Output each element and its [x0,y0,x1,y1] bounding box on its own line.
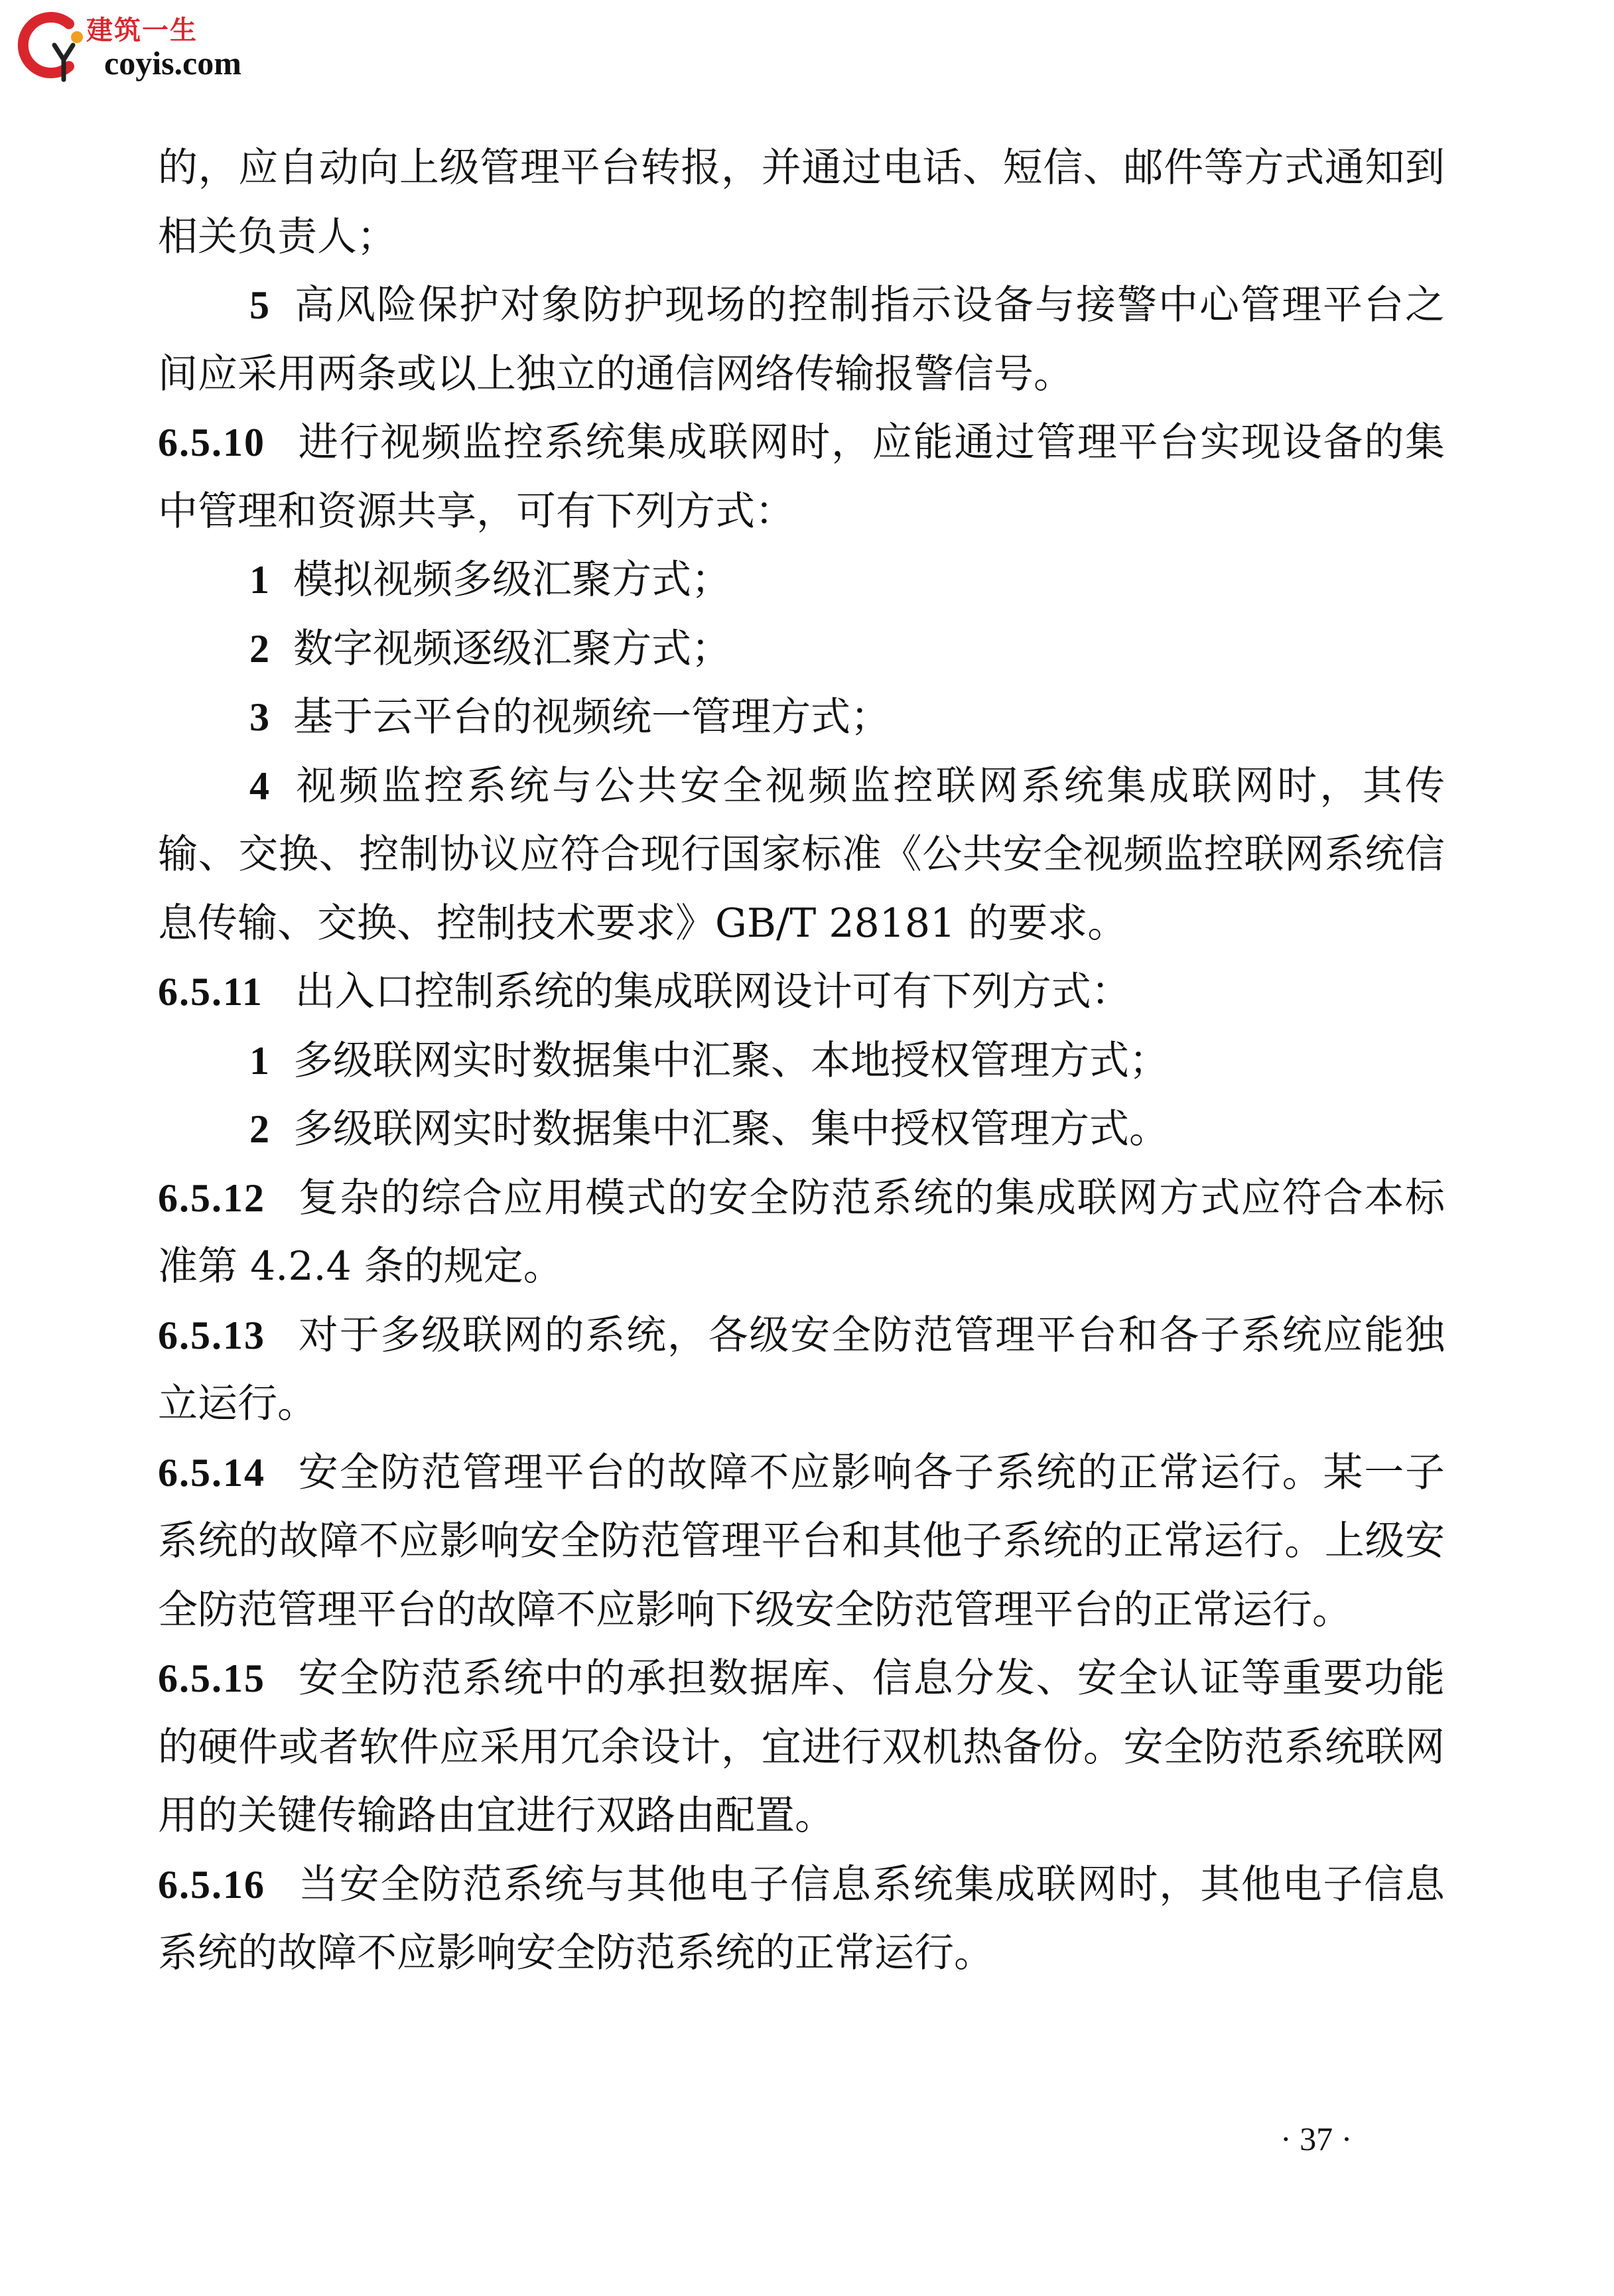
item-number: 1 [249,1038,269,1083]
cy-logo-icon [8,5,94,85]
list-item [158,1095,1445,1164]
clause-number: 6.5.13 [158,1313,265,1357]
item-number: 2 [249,626,269,671]
clause-number: 6.5.11 [158,970,263,1014]
item-text: 多级联网实时数据集中汇聚、集中授权管理方式。 [293,1106,1169,1152]
item-text: 多级联网实时数据集中汇聚、本地授权管理方式； [293,1037,1169,1084]
watermark-site-name: 建筑一生 [86,15,198,46]
item-text: 基于云平台的视频统一管理方式； [293,694,890,740]
list-item [158,271,1445,409]
clause-number: 6.5.12 [158,1176,265,1220]
clause-6-5-15 [158,1645,1445,1851]
clause-text: 安全防范管理平台的故障不应影响各子系统的正常运行。某一子系统的故障不应影响安全防范管理平台和其他子系统的正常运行。上级安全防范管理平台的故障不应影响下级安全防范管理平台的正常运行。 [158,1449,1445,1633]
clause-6-5-14 [158,1439,1445,1645]
clause-6-5-16 [158,1851,1445,1988]
item-number: 3 [249,695,269,739]
clause-text: 对于多级联网的系统，各级安全防范管理平台和各子系统应能独立运行。 [158,1312,1445,1427]
list-item [158,683,1445,752]
item-number: 5 [249,283,269,327]
item-number: 4 [249,764,269,808]
list-item [158,615,1445,684]
list-item [158,1027,1445,1096]
clause-number: 6.5.15 [158,1656,265,1700]
item-text: 数字视频逐级汇聚方式； [293,625,731,672]
paragraph-text: 的，应自动向上级管理平台转报，并通过电话、短信、邮件等方式通知到相关负责人； [158,145,1445,260]
clause-text: 安全防范系统中的承担数据库、信息分发、安全认证等重要功能的硬件或者软件应采用冗余设计，宜进行双机热备份。安全防范系统联网用的关键传输路由宜进行双路由配置。 [158,1655,1445,1839]
item-text: 模拟视频多级汇聚方式； [293,557,731,603]
clause-6-5-10 [158,409,1445,546]
paragraph-continuation [158,134,1445,271]
clause-6-5-13 [158,1302,1445,1439]
clause-number: 6.5.14 [158,1450,265,1495]
list-item [158,546,1445,615]
watermark-site-url: coyis.com [104,44,241,82]
item-number: 2 [249,1107,269,1151]
item-number: 1 [249,558,269,602]
clause-text: 复杂的综合应用模式的安全防范系统的集成联网方式应符合本标准第 4.2.4 条的规定。 [158,1174,1445,1290]
item-text: 视频监控系统与公共安全视频监控联网系统集成联网时，其传输、交换、控制协议应符合现行国家标准《公共安全视频监控联网系统信息传输、交换、控制技术要求》GB/T 28181 的要求。 [158,762,1445,947]
item-text: 高风险保护对象防护现场的控制指示设备与接警中心管理平台之间应采用两条或以上独立的通信网络传输报警信号。 [158,282,1445,397]
clause-number: 6.5.16 [158,1862,265,1907]
clause-text: 出入口控制系统的集成联网设计可有下列方式： [295,969,1131,1015]
clause-6-5-11 [158,958,1445,1027]
clause-text: 当安全防范系统与其他电子信息系统集成联网时，其他电子信息系统的故障不应影响安全防范系统的正常运行。 [158,1861,1445,1976]
clause-text: 进行视频监控系统集成联网时，应能通过管理平台实现设备的集中管理和资源共享，可有下列方式： [158,419,1445,535]
document-body [158,134,1445,1988]
clause-number: 6.5.10 [158,421,265,464]
clause-6-5-12 [158,1164,1445,1302]
list-item [158,752,1445,959]
page-number: · 37 · [1280,2120,1353,2157]
watermark-logo [8,5,287,85]
